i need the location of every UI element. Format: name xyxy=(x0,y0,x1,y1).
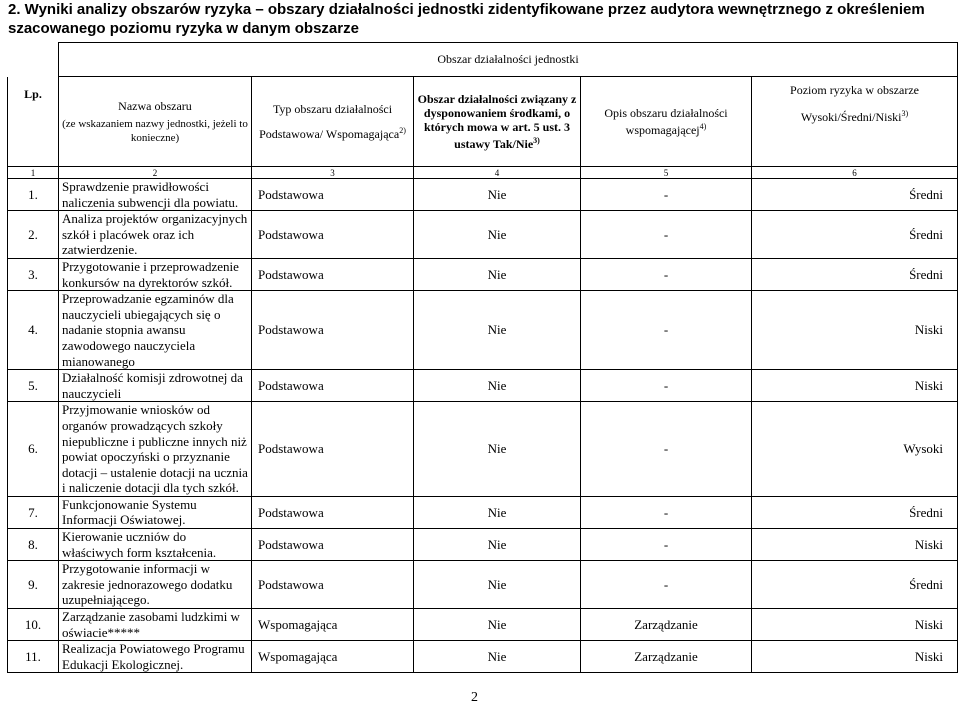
table-row xyxy=(8,211,958,259)
row-linked: Nie xyxy=(414,529,581,561)
row-desc: - xyxy=(581,496,752,528)
table-row xyxy=(8,641,958,673)
row-lp: 8. xyxy=(8,529,59,561)
page-number: 2 xyxy=(471,690,478,705)
table-row xyxy=(8,561,958,609)
header-name-title: Nazwa obszaru xyxy=(118,98,192,113)
row-desc: Zarządzanie xyxy=(581,609,752,641)
row-desc: Zarządzanie xyxy=(581,641,752,673)
row-linked: Nie xyxy=(414,370,581,402)
row-type: Podstawowa xyxy=(252,258,414,290)
row-name: Przeprowadzanie egzaminów dla nauczycieli ubiegających się o nadanie stopnia awansu zawodowego nauczyciela mianowanego xyxy=(59,291,252,370)
row-linked: Nie xyxy=(414,609,581,641)
column-number: 4 xyxy=(414,167,581,179)
row-desc: - xyxy=(581,561,752,609)
row-name: Zarządzanie zasobami ludzkimi w oświacie***** xyxy=(59,609,252,641)
header-lp: Lp. xyxy=(8,77,59,167)
column-numbers-row xyxy=(8,167,958,179)
risk-areas-table xyxy=(7,42,958,673)
header-risk-title: Poziom ryzyka w obszarze xyxy=(790,83,919,97)
row-lp: 1. xyxy=(8,179,59,211)
row-desc: - xyxy=(581,179,752,211)
row-linked: Nie xyxy=(414,641,581,673)
table-row xyxy=(8,258,958,290)
header-risk xyxy=(752,77,958,167)
row-desc: - xyxy=(581,370,752,402)
table-row xyxy=(8,609,958,641)
column-number: 3 xyxy=(252,167,414,179)
row-linked: Nie xyxy=(414,179,581,211)
column-number: 5 xyxy=(581,167,752,179)
row-desc: - xyxy=(581,402,752,497)
table-row xyxy=(8,402,958,497)
row-risk: Średni xyxy=(752,258,958,290)
row-linked: Nie xyxy=(414,291,581,370)
row-name: Funkcjonowanie Systemu Informacji Oświatowej. xyxy=(59,496,252,528)
table-row xyxy=(8,179,958,211)
row-type: Wspomagająca xyxy=(252,641,414,673)
row-risk: Niski xyxy=(752,370,958,402)
header-type xyxy=(252,77,414,167)
row-risk: Średni xyxy=(752,496,958,528)
row-desc: - xyxy=(581,258,752,290)
row-desc: - xyxy=(581,529,752,561)
row-type: Podstawowa xyxy=(252,496,414,528)
corner-cell xyxy=(8,43,59,77)
row-name: Działalność komisji zdrowotnej da nauczycieli xyxy=(59,370,252,402)
row-risk: Średni xyxy=(752,211,958,259)
row-type: Podstawowa xyxy=(252,179,414,211)
row-risk: Niski xyxy=(752,291,958,370)
header-desc: Opis obszaru działalności wspomagającej$^{4)}$ xyxy=(581,77,752,167)
row-type: Podstawowa xyxy=(252,291,414,370)
row-risk: Niski xyxy=(752,641,958,673)
page-title: 2. Wyniki analizy obszarów ryzyka – obszary działalności jednostki zidentyfikowane przez audytora wewnętrznego z określeniem szacowanego poziomu ryzyka w danym obszarze xyxy=(8,1,925,37)
row-lp: 7. xyxy=(8,496,59,528)
row-lp: 11. xyxy=(8,641,59,673)
row-linked: Nie xyxy=(414,496,581,528)
row-linked: Nie xyxy=(414,561,581,609)
row-lp: 6. xyxy=(8,402,59,497)
row-type: Podstawowa xyxy=(252,211,414,259)
column-number: 6 xyxy=(752,167,958,179)
row-lp: 5. xyxy=(8,370,59,402)
row-name: Przygotowanie informacji w zakresie jednorazowego dodatku uzupełniającego. xyxy=(59,561,252,609)
header-type-title: Typ obszaru działalności xyxy=(272,102,393,116)
row-type: Podstawowa xyxy=(252,529,414,561)
row-linked: Nie xyxy=(414,211,581,259)
row-type: Podstawowa xyxy=(252,402,414,497)
header-name-note: (ze wskazaniem nazwy jednostki, jeżeli to konieczne) xyxy=(62,117,248,144)
row-risk: Wysoki xyxy=(752,402,958,497)
row-risk: Niski xyxy=(752,529,958,561)
header-name xyxy=(59,77,252,167)
column-number: 2 xyxy=(59,167,252,179)
row-type: Podstawowa xyxy=(252,561,414,609)
row-risk: Niski xyxy=(752,609,958,641)
header-type-note: Podstawowa/ Wspomagająca$^{2)}$ xyxy=(259,126,406,141)
row-type: Wspomagająca xyxy=(252,609,414,641)
row-name: Przygotowanie i przeprowadzenie konkursów na dyrektorów szkół. xyxy=(59,258,252,290)
row-lp: 2. xyxy=(8,211,59,259)
row-desc: - xyxy=(581,291,752,370)
row-lp: 9. xyxy=(8,561,59,609)
table-row xyxy=(8,291,958,370)
row-linked: Nie xyxy=(414,402,581,497)
row-name: Analiza projektów organizacyjnych szkół i placówek oraz ich zatwierdzenie. xyxy=(59,211,252,259)
row-name: Przyjmowanie wniosków od organów prowadzących szkoły niepubliczne i publiczne innych niż powiat opoczyński o przyznanie dotacji – ustalenie dotacji na ucznia i naliczenie dotacji dla tych szkół. xyxy=(59,402,252,497)
row-linked: Nie xyxy=(414,258,581,290)
row-name: Kierowanie uczniów do właściwych form kształcenia. xyxy=(59,529,252,561)
row-risk: Średni xyxy=(752,179,958,211)
row-name: Realizacja Powiatowego Programu Edukacji Ekologicznej. xyxy=(59,641,252,673)
row-lp: 4. xyxy=(8,291,59,370)
header-linked: Obszar działalności związany z dysponowaniem środkami, o których mowa w art. 5 ust. 3 ustawy Tak/Nie$^{3)}$ xyxy=(414,77,581,167)
table-row xyxy=(8,529,958,561)
column-number: 1 xyxy=(8,167,59,179)
row-type: Podstawowa xyxy=(252,370,414,402)
group-header: Obszar działalności jednostki xyxy=(59,43,958,77)
header-risk-note: Wysoki/Średni/Niski$^{3)}$ xyxy=(800,109,909,124)
row-lp: 3. xyxy=(8,258,59,290)
table-row xyxy=(8,496,958,528)
row-desc: - xyxy=(581,211,752,259)
row-name: Sprawdzenie prawidłowości naliczenia subwencji dla powiatu. xyxy=(59,179,252,211)
table-row xyxy=(8,370,958,402)
row-risk: Średni xyxy=(752,561,958,609)
row-lp: 10. xyxy=(8,609,59,641)
